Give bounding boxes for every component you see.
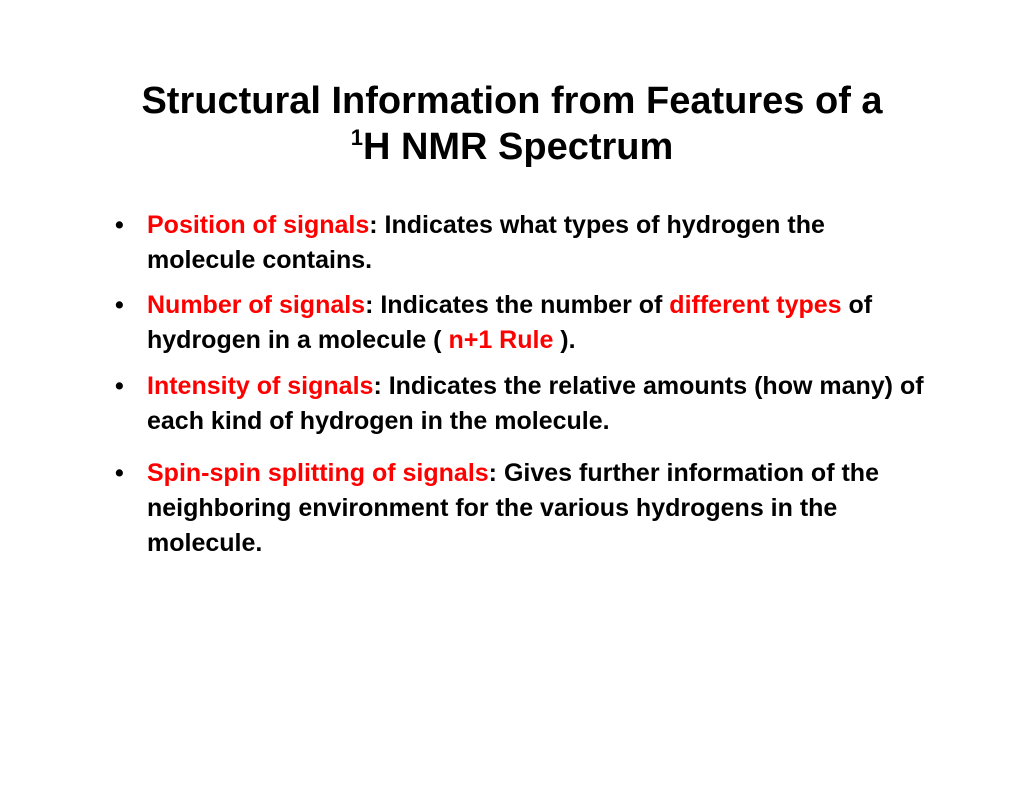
bullet-number-of-signals <box>110 288 940 358</box>
bullet-text: : Gives further information of the neighboring environment for the various hydrogens in the molecule. <box>147 459 879 557</box>
bullet-intensity-of-signals <box>110 369 940 439</box>
bullet-term: Number of signals <box>147 291 366 319</box>
bullet-text: of hydrogen in a molecule ( <box>147 291 873 354</box>
bullet-dot: • <box>115 459 124 487</box>
bullet-text: : Indicates what types of hydrogen the molecule contains. <box>147 211 825 274</box>
bullet-dot: • <box>115 211 124 239</box>
title-line-1: Structural Information from Features of a <box>141 80 883 122</box>
bullet-term: Intensity of signals <box>147 372 374 400</box>
slide-title <box>0 78 1024 170</box>
title-line-2: H NMR Spectrum <box>362 126 674 168</box>
bullet-rule: n+1 Rule <box>448 326 554 354</box>
bullet-dot: • <box>115 291 124 319</box>
bullet-text: ). <box>553 326 576 354</box>
bullet-dot: • <box>115 372 124 400</box>
title-superscript: 1 <box>350 125 363 150</box>
bullet-text: : Indicates the relative amounts (how many) of each kind of hydrogen in the molecule. <box>147 372 924 435</box>
bullet-term: Spin-spin splitting of signals <box>147 459 489 487</box>
bullet-position-of-signals <box>110 208 940 278</box>
bullet-spin-spin-splitting <box>110 456 940 561</box>
bullet-text: : Indicates the number of <box>365 291 670 319</box>
bullet-list <box>110 208 940 561</box>
bullet-emphasis: different types <box>669 291 842 319</box>
bullet-term: Position of signals <box>147 211 370 239</box>
